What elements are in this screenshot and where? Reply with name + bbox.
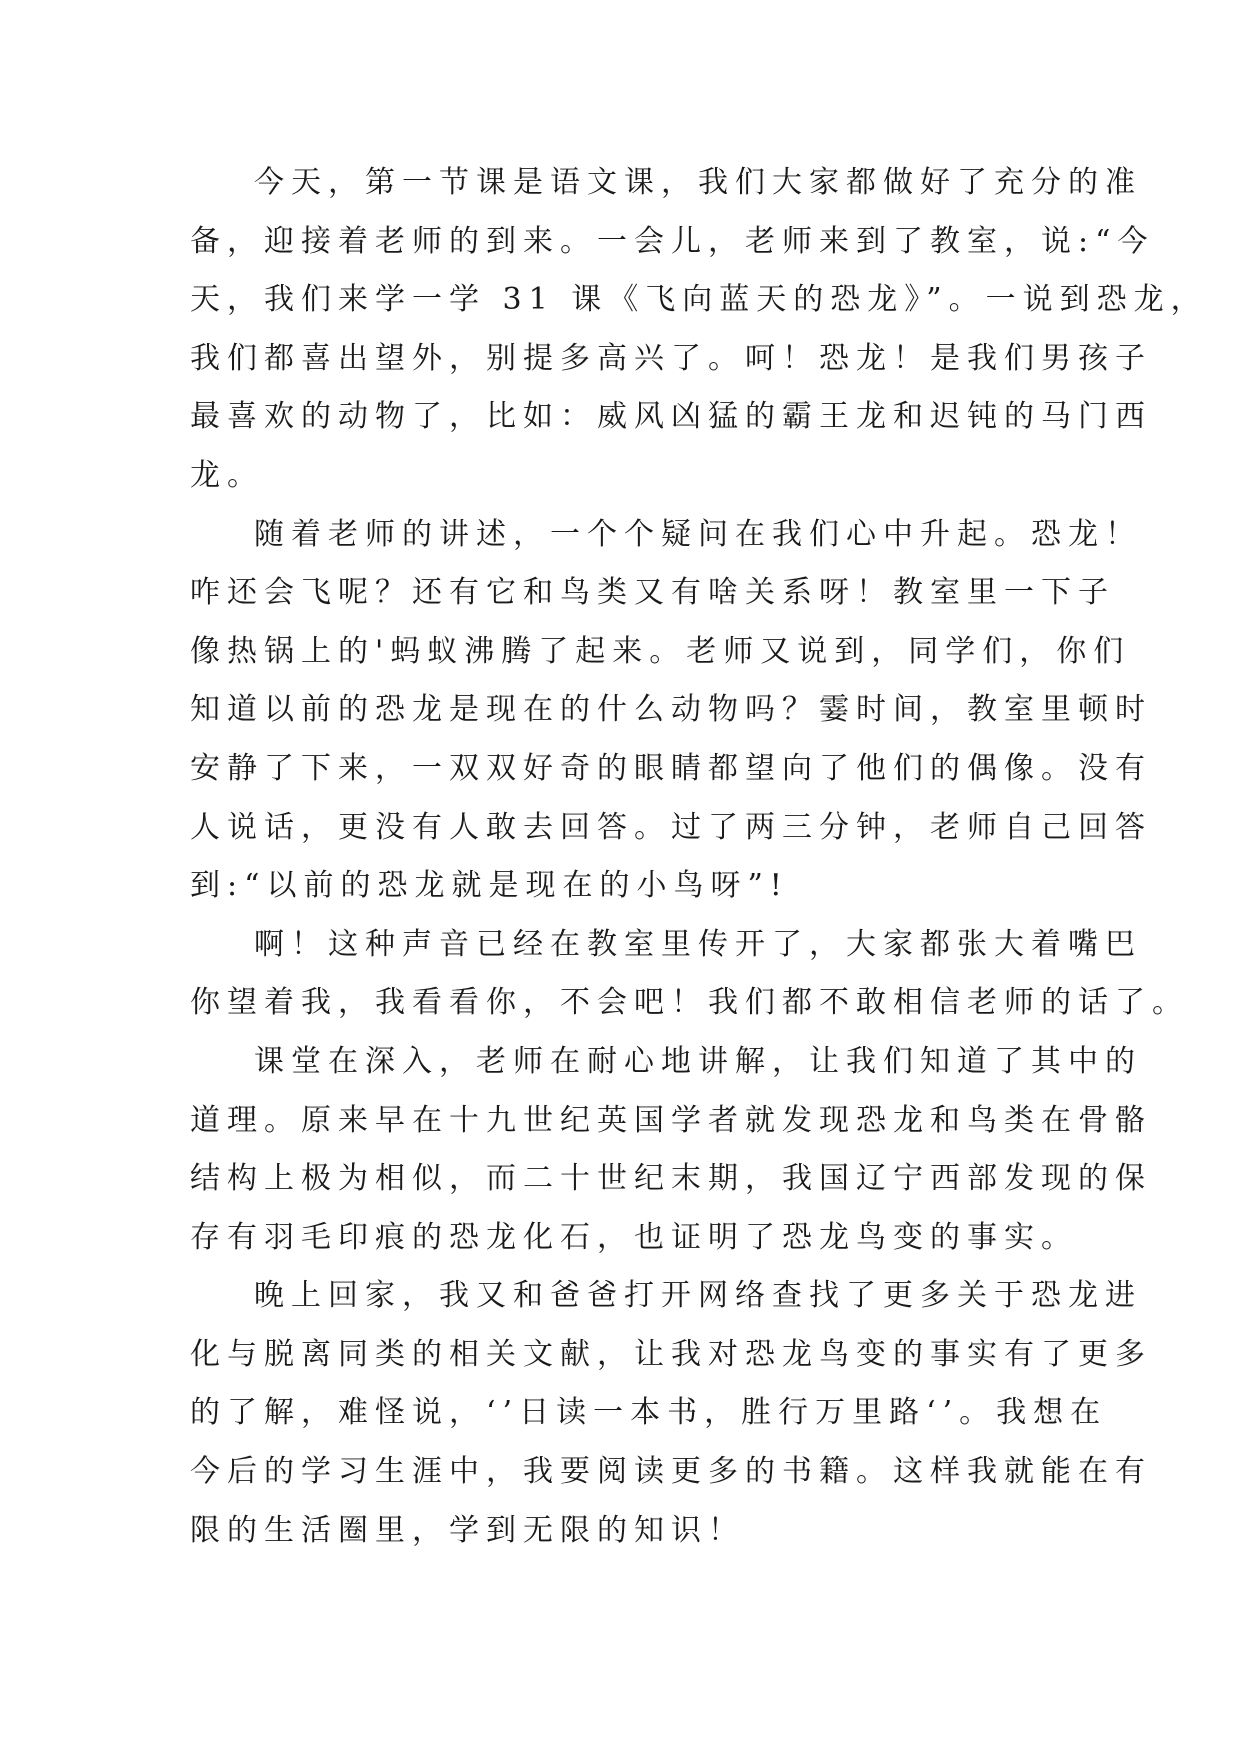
paragraph-3-line-2: 你望着我，我看看你，不会吧！我们都不敢相信老师的话了。 bbox=[190, 985, 1189, 1021]
paragraph-4-line-4: 存有羽毛印痕的恐龙化石，也证明了恐龙鸟变的事实。 bbox=[190, 1219, 1078, 1255]
paragraph-2-line-3: 像热锅上的'蚂蚁沸腾了起来。老师又说到，同学们，你们 bbox=[190, 633, 1131, 669]
paragraph-5-line-2: 化与脱离同类的相关文献，让我对恐龙鸟变的事实有了更多 bbox=[190, 1336, 1152, 1372]
paragraph-2-line-4: 知道以前的恐龙是现在的什么动物吗？霎时间，教室里顿时 bbox=[190, 692, 1152, 728]
paragraph-2-line-1: 随着老师的讲述，一个个疑问在我们心中升起。恐龙！ bbox=[254, 516, 1142, 552]
paragraph-3-line-1: 啊！这种声音已经在教室里传开了，大家都张大着嘴巴 bbox=[254, 926, 1142, 962]
paragraph-2-line-6: 人说话，更没有人敢去回答。过了两三分钟，老师自己回答 bbox=[190, 809, 1152, 845]
paragraph-1-line-2: 备，迎接着老师的到来。一会儿，老师来到了教室，说:“今 bbox=[190, 223, 1155, 259]
paragraph-5-line-1: 晚上回家，我又和爸爸打开网络查找了更多关于恐龙进 bbox=[254, 1278, 1142, 1314]
paragraph-4-line-2: 道理。原来早在十九世纪英国学者就发现恐龙和鸟类在骨骼 bbox=[190, 1102, 1152, 1138]
paragraph-1-line-4: 我们都喜出望外，别提多高兴了。呵！恐龙！是我们男孩子 bbox=[190, 340, 1152, 376]
paragraph-2-line-5: 安静了下来，一双双好奇的眼睛都望向了他们的偶像。没有 bbox=[190, 750, 1152, 786]
paragraph-5-line-3: 的了解，难怪说，‘’日读一本书，胜行万里路‘’。我想在 bbox=[190, 1395, 1108, 1431]
paragraph-2-line-2: 咋还会飞呢？还有它和鸟类又有啥关系呀！教室里一下子 bbox=[190, 575, 1115, 611]
paragraph-2-line-7: 到:“以前的恐龙就是现在的小鸟呀”! bbox=[190, 868, 789, 904]
paragraph-5-line-5: 限的生活圈里，学到无限的知识！ bbox=[190, 1512, 745, 1548]
essay-body bbox=[190, 154, 1208, 1560]
paragraph-5-line-4: 今后的学习生涯中，我要阅读更多的书籍。这样我就能在有 bbox=[190, 1454, 1152, 1490]
paragraph-1-line-3: 天，我们来学一学 31 课《飞向蓝天的恐龙》”。一说到恐龙， bbox=[190, 282, 1208, 318]
paragraph-1-line-1: 今天，第一节课是语文课，我们大家都做好了充分的准 bbox=[254, 165, 1142, 200]
paragraph-4-line-3: 结构上极为相似，而二十世纪末期，我国辽宁西部发现的保 bbox=[190, 1161, 1152, 1197]
paragraph-1-line-5: 最喜欢的动物了，比如：威风凶猛的霸王龙和迟钝的马门西 bbox=[190, 399, 1152, 435]
paragraph-1-line-6: 龙。 bbox=[190, 457, 264, 493]
paragraph-4-line-1: 课堂在深入，老师在耐心地讲解，让我们知道了其中的 bbox=[254, 1043, 1142, 1079]
